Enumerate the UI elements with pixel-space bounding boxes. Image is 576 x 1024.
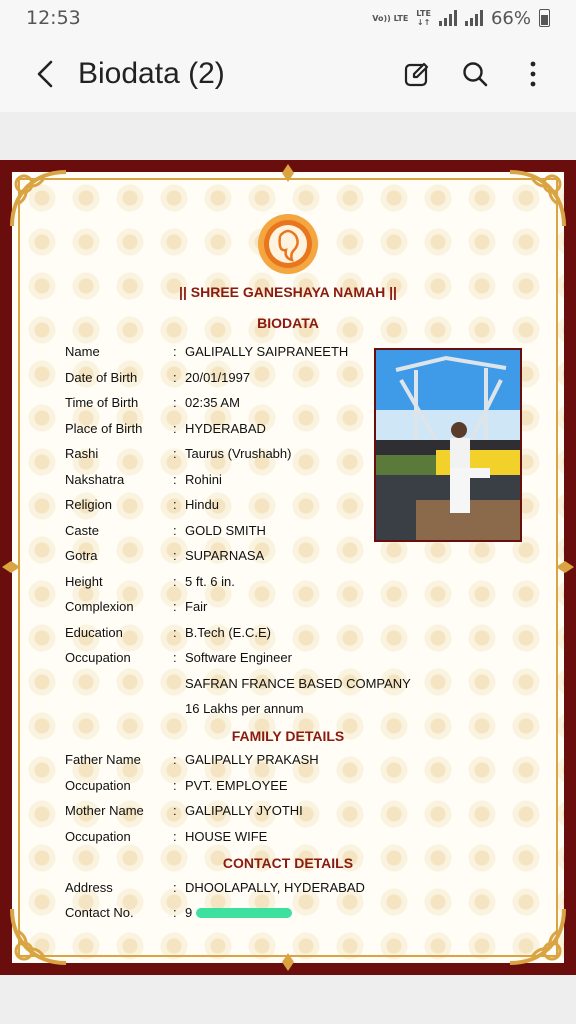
- field-colon: :: [173, 395, 177, 410]
- field-colon: :: [173, 574, 177, 589]
- occupation-salary: 16 Lakhs per annum: [185, 701, 304, 716]
- family-heading: FAMILY DETAILS: [231, 728, 345, 744]
- field-label: Time of Birth: [65, 395, 139, 410]
- field-label: Complexion: [65, 599, 134, 614]
- field-row-father-occupation: [65, 778, 288, 798]
- status-icons: [372, 8, 550, 29]
- viewer-background-bottom: [0, 975, 576, 1024]
- diamond-ornament-icon: [2, 559, 20, 575]
- back-button[interactable]: [28, 54, 62, 94]
- biodata-heading: BIODATA: [257, 315, 319, 331]
- field-colon: :: [173, 523, 177, 538]
- redaction-mark: [196, 908, 292, 918]
- volte-icon: [372, 14, 408, 23]
- invocation-heading: || SHREE GANESHAYA NAMAH ||: [179, 284, 397, 300]
- field-value: 20/01/1997: [185, 370, 251, 385]
- field-colon: :: [173, 829, 177, 844]
- field-row-nakshatra: [65, 472, 222, 492]
- field-value: GOLD SMITH: [185, 523, 266, 538]
- diamond-ornament-icon: [280, 953, 296, 971]
- lte-icon: [416, 9, 431, 27]
- search-button[interactable]: [452, 51, 498, 97]
- field-value: SUPARNASA: [185, 548, 265, 563]
- field-row-name: [65, 344, 348, 364]
- field-value: Taurus (Vrushabh): [185, 446, 292, 461]
- battery-percent: 66%: [490, 7, 531, 29]
- field-value: Hindu: [185, 497, 219, 512]
- status-time: 12:53: [26, 7, 81, 29]
- status-bar: [0, 0, 576, 36]
- photo-scene-icon: [376, 350, 520, 540]
- corner-ornament-icon: [4, 164, 74, 234]
- app-bar: [0, 36, 576, 112]
- field-colon: :: [173, 803, 177, 818]
- field-label: Father Name: [65, 752, 141, 767]
- field-label: Address: [65, 880, 113, 895]
- field-colon: :: [173, 344, 177, 359]
- field-colon: :: [173, 370, 177, 385]
- field-row-height: [65, 574, 235, 594]
- field-colon: :: [173, 650, 177, 665]
- field-value: GALIPALLY PRAKASH: [185, 752, 319, 767]
- field-colon: :: [173, 421, 177, 436]
- more-vertical-icon: [528, 60, 538, 88]
- field-label: Caste: [65, 523, 99, 538]
- corner-ornament-icon: [502, 164, 572, 234]
- field-label: Occupation: [65, 778, 131, 793]
- ganesha-emblem-icon: [254, 210, 322, 278]
- field-colon: :: [173, 548, 177, 563]
- field-colon: :: [173, 880, 177, 895]
- contact-heading: CONTACT DETAILS: [222, 855, 354, 871]
- field-value: 5 ft. 6 in.: [185, 574, 235, 589]
- field-value: Software Engineer: [185, 650, 292, 665]
- search-icon: [461, 60, 489, 88]
- field-colon: :: [173, 446, 177, 461]
- more-options-button[interactable]: [510, 51, 556, 97]
- diamond-ornament-icon: [556, 559, 574, 575]
- field-row-father: [65, 752, 319, 772]
- field-colon: :: [173, 752, 177, 767]
- field-value: 9: [185, 905, 193, 920]
- field-label: Rashi: [65, 446, 99, 461]
- field-label: Nakshatra: [65, 472, 125, 487]
- field-label: Gotra: [65, 548, 98, 563]
- field-row-address: [65, 880, 365, 900]
- data-arrows-icon: ↓↑: [416, 18, 431, 27]
- field-label: Occupation: [65, 829, 131, 844]
- field-row-pob: [65, 421, 266, 441]
- field-value: HOUSE WIFE: [185, 829, 268, 844]
- diamond-ornament-icon: [280, 164, 296, 182]
- corner-ornament-icon: [502, 901, 572, 971]
- page-title: Biodata (2): [78, 57, 225, 90]
- edit-button[interactable]: [394, 51, 440, 97]
- field-colon: :: [173, 599, 177, 614]
- field-value: Rohini: [185, 472, 222, 487]
- field-value: GALIPALLY SAIPRANEETH: [185, 344, 349, 359]
- occupation-company: SAFRAN FRANCE BASED COMPANY: [185, 676, 411, 691]
- field-value: GALIPALLY JYOTHI: [185, 803, 303, 818]
- edit-icon: [403, 60, 431, 88]
- field-row-complexion: [65, 599, 207, 619]
- field-value: PVT. EMPLOYEE: [185, 778, 288, 793]
- signal-icon-1: [439, 10, 457, 26]
- field-colon: :: [173, 625, 177, 640]
- field-label: Contact No.: [65, 905, 134, 920]
- field-row-gotra: [65, 548, 264, 568]
- profile-photo: [374, 348, 522, 542]
- field-label: Occupation: [65, 650, 131, 665]
- signal-icon-2: [465, 10, 483, 26]
- field-value: Fair: [185, 599, 208, 614]
- field-colon: :: [173, 497, 177, 512]
- field-row-education: [65, 625, 271, 645]
- field-label: Height: [65, 574, 103, 589]
- field-row-mother: [65, 803, 303, 823]
- back-arrow-icon: [35, 59, 55, 89]
- field-row-dob: [65, 370, 250, 390]
- field-label: Religion: [65, 497, 112, 512]
- field-label: Mother Name: [65, 803, 144, 818]
- field-value: 02:35 AM: [185, 395, 240, 410]
- lte-label: LTE: [416, 9, 431, 18]
- field-row-rashi: [65, 446, 291, 466]
- field-colon: :: [173, 472, 177, 487]
- field-row-occupation: [65, 650, 292, 670]
- corner-ornament-icon: [4, 901, 74, 971]
- field-row-mother-occupation: [65, 829, 267, 849]
- field-value: HYDERABAD: [185, 421, 266, 436]
- field-row-contact: [65, 905, 192, 925]
- field-label: Education: [65, 625, 123, 640]
- field-colon: :: [173, 905, 177, 920]
- field-value: B.Tech (E.C.E): [185, 625, 271, 640]
- volte-label: Vo)) LTE: [372, 13, 409, 23]
- field-row-religion: [65, 497, 219, 517]
- field-label: Name: [65, 344, 100, 359]
- battery-icon: [539, 9, 550, 27]
- viewer-background-top: [0, 112, 576, 160]
- field-label: Place of Birth: [65, 421, 143, 436]
- field-colon: :: [173, 778, 177, 793]
- field-value: DHOOLAPALLY, HYDERABAD: [185, 880, 365, 895]
- field-row-caste: [65, 523, 266, 543]
- field-row-tob: [65, 395, 240, 415]
- field-label: Date of Birth: [65, 370, 138, 385]
